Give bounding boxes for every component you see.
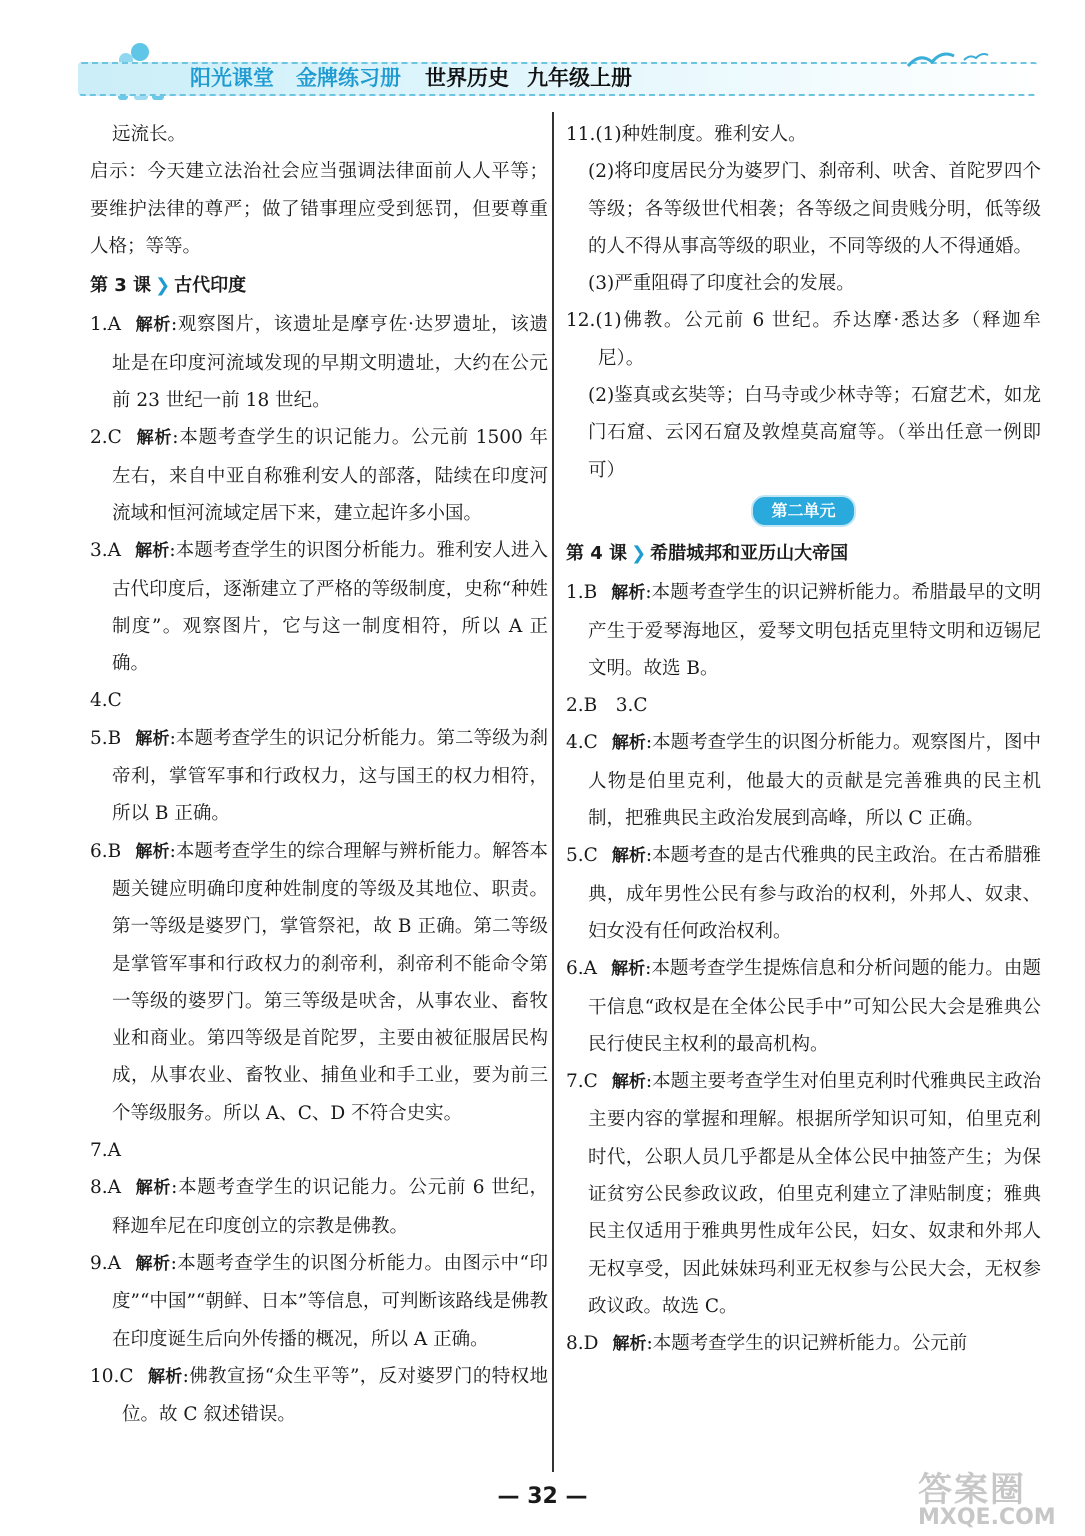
seagull-icon <box>898 46 998 76</box>
answer-key: 8.D <box>566 1333 599 1355</box>
analysis-label: 解析 <box>135 1178 172 1199</box>
watermark-text: 答案圈 <box>918 1470 1026 1510</box>
analysis-label: 解析 <box>611 583 646 604</box>
answer-item: 6.B 解析:本题考查学生的综合理解与辨析能力。解答本题关键应明确印度种姓制度的等级及其地位、职责。第一等级是婆罗门，掌管祭祀，故 B 正确。第二等级是掌管军事和行政权力的刹帝利，刹帝利不能命令第一等级的婆罗门。第三等级是吠舍，从事农业、畜牧业和商业。第四等级是首陀罗，主要由被征服居民构成，从事农业、畜牧业、捕鱼业和手工业，要为前三个等级服务。所以 A、C、D 不符合史实。 <box>90 840 548 1124</box>
answer-subitem: (2)鉴真或玄奘等；白马寺或少林寺等；石窟艺术，如龙门石窟、云冈石窟及敦煌莫高窟等。（举出任意一例即可） <box>588 385 1041 481</box>
inspiration-text: 启示：今天建立法治社会应当强调法律面前人人平等；要维护法律的尊严；做了错事理应受到惩罚，但要尊重人格；等等。 <box>90 161 548 257</box>
analysis-label: 解析 <box>135 541 170 562</box>
analysis-label: 解析 <box>147 1366 183 1387</box>
answer-item: 5.C 解析:本题考查的是古代雅典的民主政治。在古希腊雅典，成年男性公民有参与政治的权利，外邦人、奴隶、妇女没有任何政治权利。 <box>566 845 1041 942</box>
right-column <box>566 116 1041 1364</box>
answer-key: 1.A <box>90 314 122 336</box>
answer-key: 7.A <box>90 1140 122 1162</box>
subject-name: 世界历史 <box>425 66 509 90</box>
analysis-text: 本题考查学生的识图分析能力。雅利安人进入古代印度后，逐渐建立了严格的等级制度，史称“种姓制度”。观察图片，它与这一制度相符，所以 A 正确。 <box>112 540 548 675</box>
watermark-url: MXQE.COM <box>918 1505 1056 1530</box>
analysis-text: 本题考查学生的识图分析能力。由图示中“印度”“中国”“朝鲜、日本”等信息，可判断该路线是佛教在印度诞生后向外传播的概况，所以 A 正确。 <box>112 1252 549 1350</box>
analysis-text: 本题考查的是古代雅典的民主政治。在古希腊雅典，成年男性公民有参与政治的权利，外邦人、奴隶、妇女没有任何政治权利。 <box>588 845 1041 942</box>
chevron-right-icon: ❯ <box>155 275 171 297</box>
answer-key: 6.A <box>566 958 598 980</box>
watermark-logo <box>918 1462 1068 1528</box>
analysis-text: 本题考查学生的识记辨析能力。希腊最早的文明产生于爱琴海地区，爱琴文明包括克里特文明和迈锡尼文明。故选 B。 <box>588 582 1041 679</box>
analysis-text: 本题考查学生的识记辨析能力。公元前 <box>652 1333 968 1355</box>
answer-item: 2.C 解析:本题考查学生的识记能力。公元前 1500 年左右，来自中亚自称雅利安人的部落，陆续在印度河流域和恒河流域定居下来，建立起许多小国。 <box>90 427 549 524</box>
analysis-label: 解析 <box>135 315 172 336</box>
chevron-right-icon: ❯ <box>631 542 647 564</box>
series-name: 金牌练习册 <box>296 66 401 90</box>
analysis-text: 本题考查学生的识记分析能力。第二等级为刹帝利，掌管军事和行政权力，这与国王的权力相符，所以 B 正确。 <box>112 727 548 825</box>
answer-subitem: (3)严重阻碍了印度社会的发展。 <box>588 273 855 295</box>
answer-item: 1.B 解析:本题考查学生的识记辨析能力。希腊最早的文明产生于爱琴海地区，爱琴文明包括克里特文明和迈锡尼文明。故选 B。 <box>566 582 1041 679</box>
analysis-text: 佛教宣扬“众生平等”，反对婆罗门的特权地位。故 C 叙述错误。 <box>122 1365 548 1426</box>
header-title <box>190 62 632 92</box>
analysis-label: 解析 <box>611 733 646 754</box>
page-header <box>78 40 1038 106</box>
answer-key: 5.C <box>566 845 598 867</box>
analysis-label: 解析 <box>135 841 170 862</box>
analysis-text: 本题考查学生提炼信息和分析问题的能力。由题干信息“政权是在全体公民手中”可知公民大会是雅典公民行使民主权利的最高机构。 <box>588 958 1041 1055</box>
brand-name: 阳光课堂 <box>190 66 274 90</box>
lesson-title: 希腊城邦和亚历山大帝国 <box>650 542 849 564</box>
unit-heading <box>566 489 1041 533</box>
analysis-label: 解析 <box>611 1072 646 1093</box>
analysis-label: 解析 <box>135 728 170 749</box>
lesson-title: 古代印度 <box>174 275 247 297</box>
answer-key: 7.C <box>566 1071 598 1093</box>
answer-item: 11.(1)种姓制度。雅利安人。 <box>566 124 807 145</box>
lesson-number: 第 3 课 <box>90 275 152 297</box>
left-column <box>90 116 548 1433</box>
answer-item: 10.C 解析:佛教宣扬“众生平等”，反对婆罗门的特权地位。故 C 叙述错误。 <box>90 1365 548 1426</box>
answer-item: 8.D 解析:本题考查学生的识记辨析能力。公元前 <box>566 1333 968 1355</box>
analysis-label: 解析 <box>611 959 646 980</box>
answer-key: 5.B <box>90 727 122 749</box>
analysis-text: 本题考查学生的识图分析能力。观察图片，图中人物是伯里克利，他最大的贡献是完善雅典的民主机制，把雅典民主政治发展到高峰，所以 C 正确。 <box>588 732 1041 830</box>
analysis-label: 解析 <box>612 1334 647 1355</box>
answer-key: 1.B <box>566 582 598 604</box>
analysis-text: 观察图片，该遗址是摩亨佐·达罗遗址，该遗址是在印度河流域发现的早期文明遗址，大约在公元前 23 世纪一前 18 世纪。 <box>112 314 549 412</box>
answer-key: 2.B 3.C <box>566 695 648 717</box>
answer-key: 10.C <box>90 1365 134 1387</box>
answer-subitem: (2)将印度居民分为婆罗门、刹帝利、吠舍、首陀罗四个等级；各等级世代相袭；各等级之间贵贱分明，低等级的人不得从事高等级的职业，不同等级的人不得通婚。 <box>588 161 1041 257</box>
analysis-text: 本题考查学生的识记能力。公元前 1500 年左右，来自中亚自称雅利安人的部落，陆续在印度河流域和恒河流域定居下来，建立起许多小国。 <box>112 427 549 524</box>
grade-name: 九年级上册 <box>527 66 632 90</box>
answer-item: 9.A 解析:本题考查学生的识图分析能力。由图示中“印度”“中国”“朝鲜、日本”等信息，可判断该路线是佛教在印度诞生后向外传播的概况，所以 A 正确。 <box>90 1252 549 1350</box>
answer-key: 6.B <box>90 840 122 862</box>
answer-item <box>90 682 548 719</box>
page-number: — 32 — <box>497 1484 588 1509</box>
lesson-heading <box>90 267 548 304</box>
answer-key: 4.C <box>90 690 122 712</box>
analysis-text: 本题主要考查学生对伯里克利时代雅典民主政治主要内容的掌握和理解。根据所学知识可知，伯里克利时代，公职人员几乎都是从全体公民中抽签产生；为保证贫穷公民参政议政，伯里克利建立了津贴制度；雅典民主仅适用于雅典男性成年公民，妇女、奴隶和外邦人无权享受，因此妹妹玛利亚无权参与公民大会，无权参政议政。故选 C。 <box>588 1071 1041 1317</box>
answer-item: 4.C 解析:本题考查学生的识图分析能力。观察图片，图中人物是伯里克利，他最大的贡献是完善雅典的民主机制，把雅典民主政治发展到高峰，所以 C 正确。 <box>566 732 1041 830</box>
answer-item: 12.(1)佛教。公元前 6 世纪。乔达摩·悉达多（释迦牟尼）。 <box>566 310 1041 369</box>
answer-item <box>566 687 1041 724</box>
answer-key: 9.A <box>90 1252 122 1274</box>
answer-item: 6.A 解析:本题考查学生提炼信息和分析问题的能力。由题干信息“政权是在全体公民手中”可知公民大会是雅典公民行使民主权利的最高机构。 <box>566 958 1041 1055</box>
answer-item: 1.A 解析:观察图片，该遗址是摩亨佐·达罗遗址，该遗址是在印度河流域发现的早期文明遗址，大约在公元前 23 世纪一前 18 世纪。 <box>90 314 549 412</box>
analysis-text: 本题考查学生的识记能力。公元前 6 世纪，释迦牟尼在印度创立的宗教是佛教。 <box>112 1177 548 1237</box>
continued-text: 远流长。 <box>112 124 187 145</box>
analysis-label: 解析 <box>135 1253 171 1274</box>
answer-item <box>90 1132 548 1169</box>
lesson-heading <box>566 535 1041 572</box>
answer-key: 2.C <box>90 427 122 449</box>
unit-badge: 第二单元 <box>751 495 855 527</box>
lesson-number: 第 4 课 <box>566 542 628 564</box>
answer-item: 8.A 解析:本题考查学生的识记能力。公元前 6 世纪，释迦牟尼在印度创立的宗教是佛教。 <box>90 1177 548 1237</box>
answer-item: 5.B 解析:本题考查学生的识记分析能力。第二等级为刹帝利，掌管军事和行政权力，这与国王的权力相符，所以 B 正确。 <box>90 727 548 825</box>
answer-item: 3.A 解析:本题考查学生的识图分析能力。雅利安人进入古代印度后，逐渐建立了严格的等级制度，史称“种姓制度”。观察图片，它与这一制度相符，所以 A 正确。 <box>90 540 548 675</box>
column-divider <box>552 112 554 1472</box>
analysis-label: 解析 <box>611 846 646 867</box>
answer-key: 8.A <box>90 1177 122 1199</box>
answer-key: 3.A <box>90 540 122 562</box>
answer-item: 7.C 解析:本题主要考查学生对伯里克利时代雅典民主政治主要内容的掌握和理解。根据所学知识可知，伯里克利时代，公职人员几乎都是从全体公民中抽签产生；为保证贫穷公民参政议政，伯里克利建立了津贴制度；雅典民主仅适用于雅典男性成年公民，妇女、奴隶和外邦人无权享受，因此妹妹玛利亚无权参与公民大会，无权参政议政。故选 C。 <box>566 1071 1041 1317</box>
analysis-text: 本题考查学生的综合理解与辨析能力。解答本题关键应明确印度种姓制度的等级及其地位、职责。第一等级是婆罗门，掌管祭祀，故 B 正确。第二等级是掌管军事和行政权力的刹帝利，刹帝利不能命令第一等级的婆罗门。第三等级是吠舍，从事农业、畜牧业和商业。第四等级是首陀罗，主要由被征服居民构成，从事农业、畜牧业、捕鱼业和手工业，要为前三个等级服务。所以 A、C、D 不符合史实。 <box>112 840 548 1124</box>
answer-key: 4.C <box>566 732 598 754</box>
analysis-label: 解析 <box>135 428 173 449</box>
